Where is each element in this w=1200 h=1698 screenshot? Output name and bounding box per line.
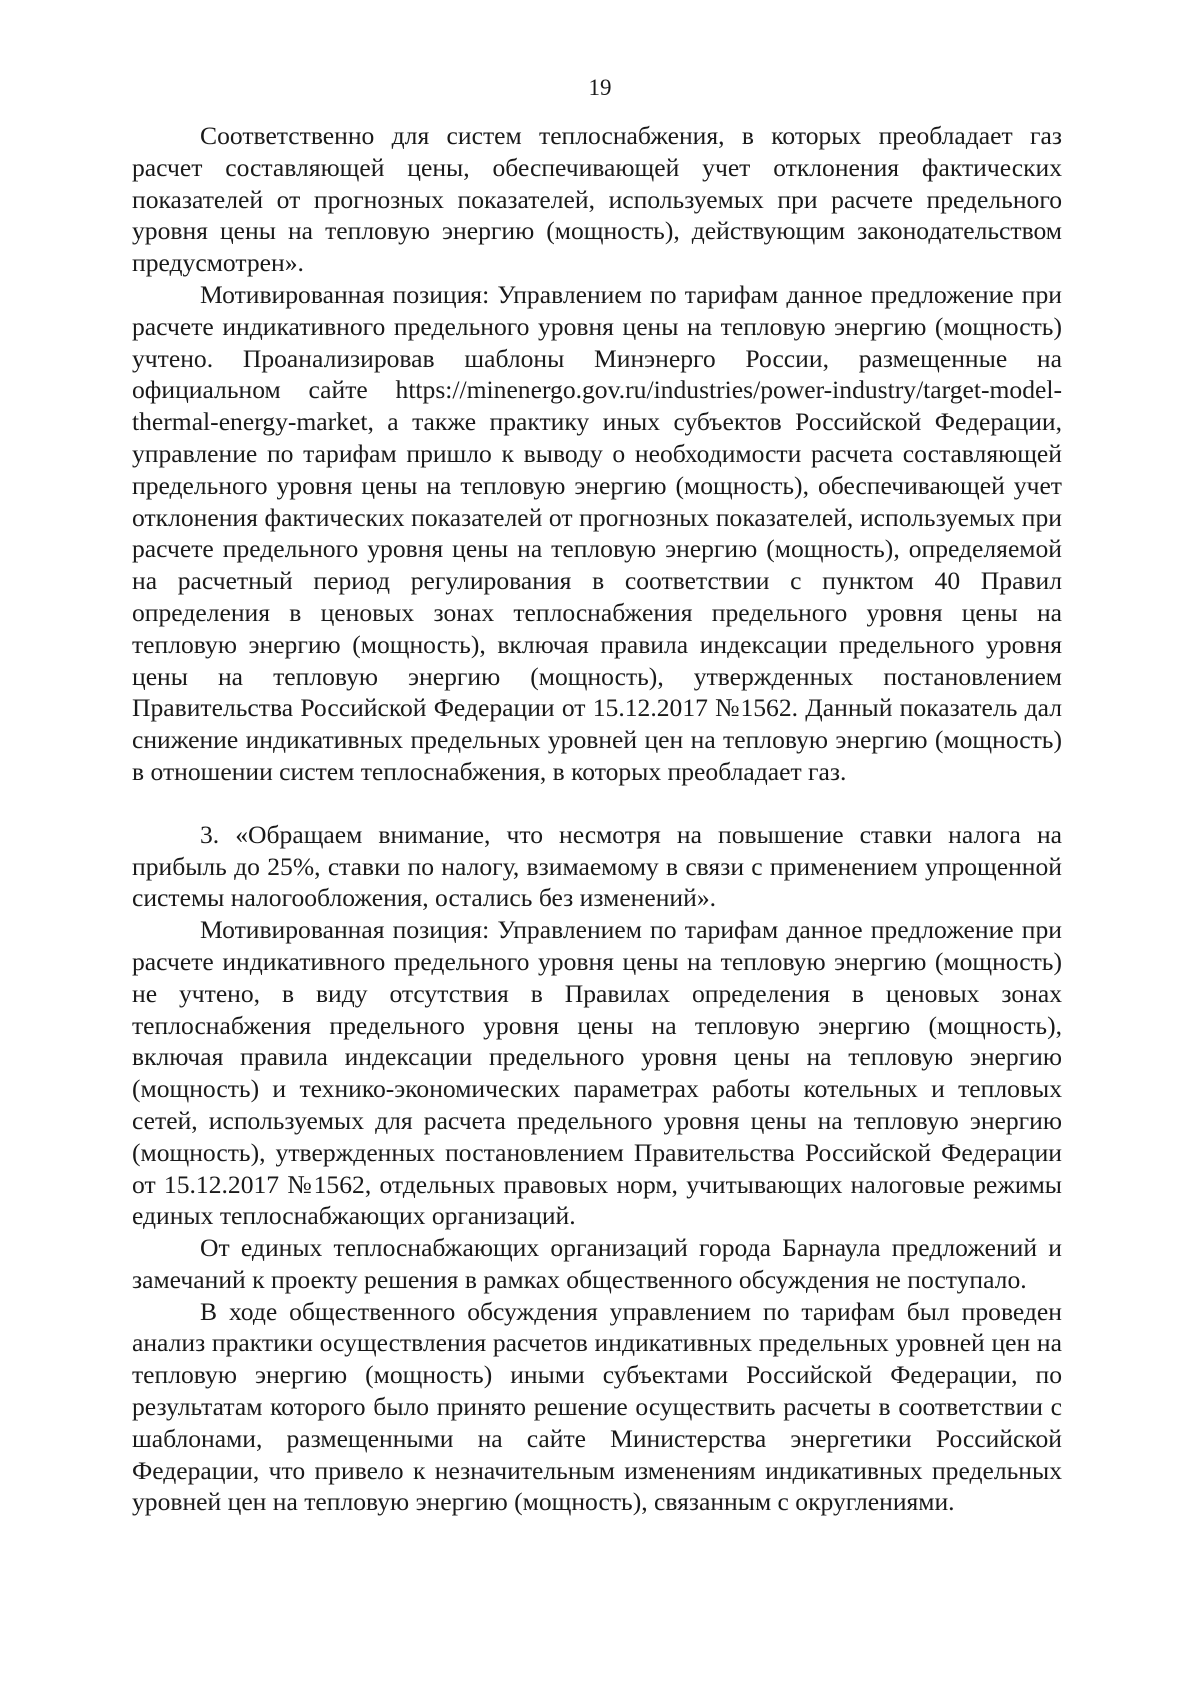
paragraph-no-proposals: От единых теплоснабжающих организаций города Барнаула предложений и замечаний к проекту решения в рамках общественного обсуждения не поступало. bbox=[132, 1233, 1062, 1294]
page-number: 19 bbox=[588, 75, 612, 100]
paragraph-gas-calculation: Соответственно для систем теплоснабжения, в которых преобладает газ расчет составляющей цены, обеспечивающей учет отклонения фактических показателей от прогнозных показателей, используемых при расчете предельного уровня цены на тепловую энергию (мощность), действующим законодательством предусмотрен». bbox=[132, 121, 1062, 278]
paragraph-item-3-tax-remark: 3. «Обращаем внимание, что несмотря на повышение ставки налога на прибыль до 25%, ставки по налогу, взимаемому в связи с применением упрощенной системы налогообложения, остались без изменений». bbox=[132, 819, 1062, 913]
paragraph-motivated-position-1: Мотивированная позиция: Управлением по тарифам данное предложение при расчете индикативного предельного уровня цены на тепловую энергию (мощность) учтено. Проанализировав шаблоны Минэнерго России, размещенные на официальном сайте https://minenergo.gov.ru/industries/power-industry/target-model-thermal-energy-market, а также практику иных субъектов Российской Федерации, управление по тарифам пришло к выводу о необходимости расчета составляющей предельного уровня цены на тепловую энергию (мощность), обеспечивающей учет отклонения фактических показателей от прогнозных показателей, используемых при расчете предельного уровня цены на тепловую энергию (мощность), определяемой на расчетный период регулирования в соответствии с пунктом 40 Правил определения в ценовых зонах теплоснабжения предельного уровня цены на тепловую энергию (мощность), включая правила индексации предельного уровня цены на тепловую энергию (мощность), утвержденных постановлением Правительства Российской Федерации от 15.12.2017 №1562. Данный показатель дал снижение индикативных предельных уровней цен на тепловую энергию (мощность) в отношении систем теплоснабжения, в которых преобладает газ. bbox=[132, 279, 1062, 786]
paragraph-motivated-position-2: Мотивированная позиция: Управлением по тарифам данное предложение при расчете индикативного предельного уровня цены на тепловую энергию (мощность) не учтено, в виду отсутствия в Правилах определения в ценовых зонах теплоснабжения предельного уровня цены на тепловую энергию (мощность), включая правила индексации предельного уровня цены на тепловую энергию (мощность) и технико-экономических параметрах работы котельных и тепловых сетей, используемых для расчета предельного уровня цены на тепловую энергию (мощность), утвержденных постановлением Правительства Российской Федерации от 15.12.2017 №1562, отдельных правовых норм, учитывающих налоговые режимы единых теплоснабжающих организаций. bbox=[132, 915, 1062, 1231]
paragraph-analysis-conclusion: В ходе общественного обсуждения управлением по тарифам был проведен анализ практики осуществления расчетов индикативных предельных уровней цен на тепловую энергию (мощность) иными субъектами Российской Федерации, по результатам которого было принято решение осуществить расчеты в соответствии с шаблонами, размещенными на сайте Министерства энергетики Российской Федерации, что привело к незначительным изменениям индикативных предельных уровней цен на тепловую энергию (мощность), связанным с округлениями. bbox=[132, 1296, 1062, 1517]
document-body bbox=[132, 120, 1062, 1518]
